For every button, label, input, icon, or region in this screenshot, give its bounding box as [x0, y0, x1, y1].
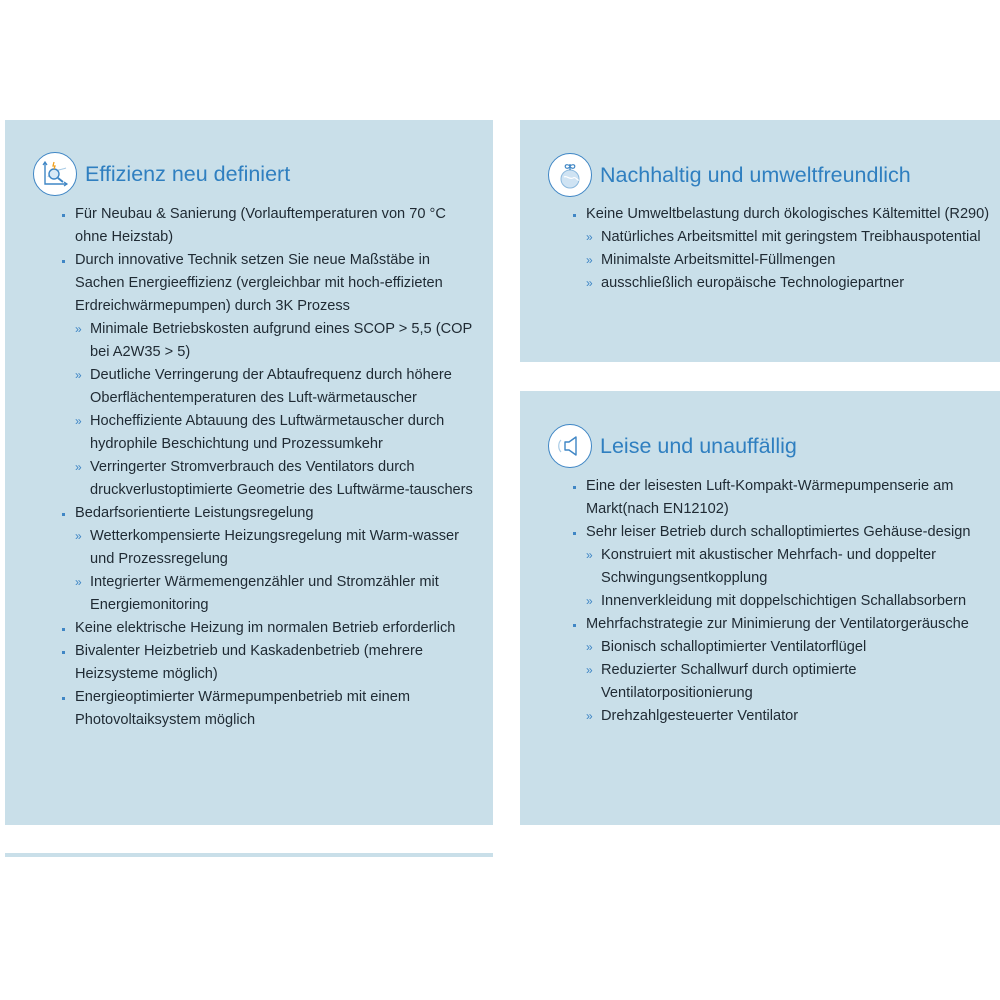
efficiency-list: [61, 203, 481, 732]
chart-magnifier-icon: [33, 152, 77, 196]
bullet-item: Energieoptimierter Wärmepumpenbetrieb mit einem Photovoltaiksystem möglich: [61, 686, 481, 732]
globe-plant-icon: [548, 153, 592, 197]
bullet-item: Bedarfsorientierte Leistungsregelung: [61, 502, 481, 525]
sustainable-title: Nachhaltig und umweltfreundlich: [600, 162, 911, 187]
bullet-item: Sehr leiser Betrieb durch schalloptimiertes Gehäuse-design: [572, 521, 992, 544]
bullet-item: Eine der leisesten Luft-Kompakt-Wärmepumpenserie am Markt(nach EN12102): [572, 475, 992, 521]
bullet-item: Für Neubau & Sanierung (Vorlauftemperaturen von 70 °C ohne Heizstab): [61, 203, 481, 249]
quiet-header: [548, 424, 797, 468]
next-panel-top-edge: [5, 853, 493, 857]
bullet-item: Durch innovative Technik setzen Sie neue Maßstäbe in Sachen Energieeffizienz (vergleichbar mit hoch-effizieten Erdreichwärmepumpen) durch 3K Prozess: [61, 249, 481, 318]
efficiency-header: [33, 152, 290, 196]
sub-bullet-item: » Bionisch schalloptimierter Ventilatorflügel: [572, 636, 992, 659]
sub-bullet-item: » Natürliches Arbeitsmittel mit geringstem Treibhauspotential: [572, 226, 992, 249]
bullet-item: Keine elektrische Heizung im normalen Betrieb erforderlich: [61, 617, 481, 640]
speaker-icon: [548, 424, 592, 468]
quiet-title: Leise und unauffällig: [600, 433, 797, 458]
quiet-panel: [520, 391, 1000, 825]
sustainable-list: [572, 203, 992, 295]
sub-bullet-item: » Integrierter Wärmemengenzähler und Stromzähler mit Energiemonitoring: [61, 571, 481, 617]
sub-bullet-item: » Verringerter Stromverbrauch des Ventilators durch druckverlustoptimierte Geometrie des Luftwärme-tauschers: [61, 456, 481, 502]
efficiency-panel: [5, 120, 493, 825]
sub-bullet-item: » Minimalste Arbeitsmittel-Füllmengen: [572, 249, 992, 272]
sub-bullet-item: » Deutliche Verringerung der Abtaufrequenz durch höhere Oberflächentemperaturen des Luft-wärmetauscher: [61, 364, 481, 410]
sub-bullet-item: » Hocheffiziente Abtauung des Luftwärmetauscher durch hydrophile Beschichtung und Prozessumkehr: [61, 410, 481, 456]
bullet-item: Keine Umweltbelastung durch ökologisches Kältemittel (R290): [572, 203, 992, 226]
bullet-item: Bivalenter Heizbetrieb und Kaskadenbetrieb (mehrere Heizsysteme möglich): [61, 640, 481, 686]
sub-bullet-item: » Innenverkleidung mit doppelschichtigen Schallabsorbern: [572, 590, 992, 613]
sub-bullet-item: » Minimale Betriebskosten aufgrund eines SCOP > 5,5 (COP bei A2W35 > 5): [61, 318, 481, 364]
quiet-list: [572, 475, 992, 728]
sub-bullet-item: » Wetterkompensierte Heizungsregelung mit Warm-wasser und Prozessregelung: [61, 525, 481, 571]
sub-bullet-item: » Konstruiert mit akustischer Mehrfach- und doppelter Schwingungsentkopplung: [572, 544, 992, 590]
sustainable-header: [548, 153, 911, 197]
efficiency-title: Effizienz neu definiert: [85, 161, 291, 186]
sub-bullet-item: » Reduzierter Schallwurf durch optimierte Ventilatorpositionierung: [572, 659, 992, 705]
sub-bullet-item: » ausschließlich europäische Technologiepartner: [572, 272, 992, 295]
sub-bullet-item: » Drehzahlgesteuerter Ventilator: [572, 705, 992, 728]
sustainable-panel: [520, 120, 1000, 362]
bullet-item: Mehrfachstrategie zur Minimierung der Ventilatorgeräusche: [572, 613, 992, 636]
